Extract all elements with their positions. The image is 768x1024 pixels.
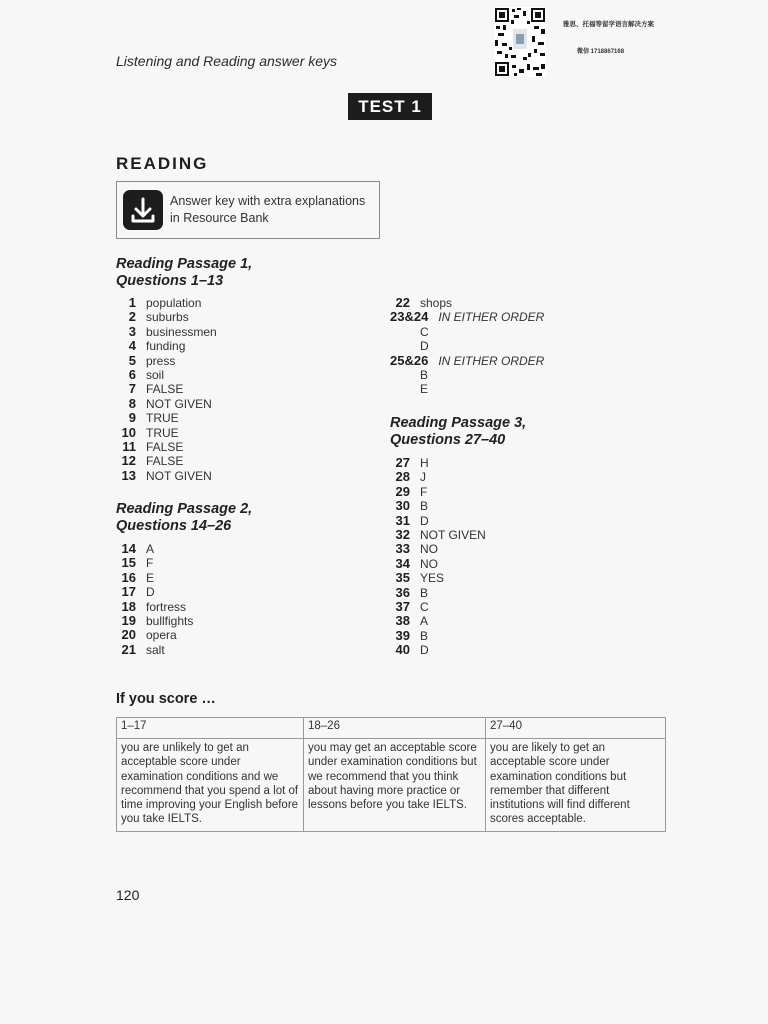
- list-item: [116, 469, 212, 483]
- question-number: 36: [395, 584, 410, 600]
- question-number: 9: [128, 410, 136, 426]
- answer-value: D: [146, 585, 155, 600]
- list-item: [390, 542, 438, 556]
- list-item: [390, 470, 426, 484]
- answer-value: population: [146, 296, 202, 310]
- score-heading: If you score …: [116, 691, 216, 707]
- list-item: [390, 629, 428, 643]
- score-table: [116, 717, 666, 832]
- resource-bank-box: [116, 181, 380, 239]
- table-row: [117, 739, 666, 832]
- list-item: [116, 397, 212, 411]
- answer-value: A: [420, 614, 429, 629]
- question-number: 2: [128, 309, 136, 325]
- list-item: [390, 643, 429, 657]
- answer-value: businessmen: [146, 324, 217, 339]
- question-number: 33: [395, 541, 410, 557]
- list-item: [390, 456, 429, 470]
- section-title: READING: [116, 154, 209, 173]
- question-number: 4: [128, 338, 136, 354]
- question-number: 7: [128, 381, 136, 397]
- column-header: 27–40: [486, 718, 666, 739]
- question-number: 5: [128, 352, 136, 368]
- list-item: [116, 382, 183, 396]
- answer-value: A: [146, 542, 155, 556]
- question-number: 35: [395, 570, 410, 586]
- question-number: 37: [395, 599, 410, 614]
- question-number: 12: [121, 453, 136, 469]
- list-item: [390, 528, 486, 542]
- question-number: 23&24: [390, 309, 429, 325]
- question-number: 25&26: [390, 352, 429, 368]
- list-item: [390, 557, 438, 571]
- question-number: 30: [395, 498, 410, 514]
- question-number: 18: [121, 598, 136, 614]
- running-title: Listening and Reading answer keys: [116, 53, 338, 69]
- answer-value: TRUE: [146, 425, 179, 440]
- question-number: 15: [121, 555, 136, 571]
- answer-value: YES: [420, 571, 445, 586]
- question-number: 34: [395, 555, 410, 571]
- question-number: 17: [121, 584, 136, 600]
- answer-value: D: [420, 643, 429, 658]
- answer-value: NO: [420, 542, 438, 557]
- question-number: 29: [395, 483, 410, 499]
- answer-value: NOT GIVEN: [146, 396, 212, 411]
- question-number: 19: [121, 613, 136, 628]
- list-item: [390, 296, 452, 310]
- table-cell: you may get an acceptable score under examination conditions but we recommend that you think about having more practice or lessons before you take IELTS.: [304, 739, 486, 832]
- list-item: [116, 339, 185, 353]
- passage3-questions: Questions 27–40: [390, 432, 506, 448]
- answer-value: D: [420, 339, 429, 354]
- list-item: [116, 542, 154, 556]
- passage1-heading: [116, 256, 252, 290]
- answer-value: opera: [146, 628, 177, 643]
- answer-value: funding: [146, 339, 186, 354]
- list-item: [116, 600, 186, 614]
- list-item: [116, 628, 177, 642]
- question-number: 16: [121, 569, 136, 585]
- page-number: 120: [116, 887, 140, 903]
- answer-value: press: [146, 353, 176, 368]
- list-item: [116, 643, 165, 657]
- question-number: 28: [395, 469, 410, 485]
- answer-value: C: [420, 600, 429, 614]
- order-note: IN EITHER ORDER: [438, 310, 545, 325]
- table-cell: you are unlikely to get an acceptable score under examination conditions and we recommend that you spend a lot of time improving your English before you take IELTS.: [117, 739, 304, 832]
- list-item: [390, 586, 428, 600]
- list-item: [116, 614, 193, 628]
- list-item: [116, 426, 179, 440]
- list-item: [390, 571, 444, 585]
- passage3-heading: [390, 415, 526, 449]
- table-header-row: [117, 718, 666, 739]
- answer-value: F: [146, 556, 154, 571]
- question-number: 31: [395, 512, 410, 528]
- list-item: [116, 440, 183, 454]
- qr-caption-service: 雅思、托福等留学语言解决方案: [563, 21, 654, 28]
- answer-value: C: [420, 324, 429, 339]
- question-number: 39: [395, 627, 410, 643]
- answer-value: soil: [146, 368, 165, 382]
- answer-value: FALSE: [146, 382, 184, 397]
- answer-value: H: [420, 456, 429, 470]
- passage2-heading: [116, 501, 252, 535]
- answer-value: E: [146, 570, 155, 585]
- answer-value: B: [420, 628, 429, 643]
- list-item: [116, 368, 164, 382]
- table-cell: you are likely to get an acceptable score under examination conditions but remember that different institutions will find different scores acceptable.: [486, 739, 666, 832]
- list-item: [390, 614, 428, 628]
- answer-value: FALSE: [146, 440, 184, 454]
- question-number: 38: [395, 613, 410, 629]
- passage1-questions: Questions 1–13: [116, 273, 224, 289]
- column-header: 18–26: [304, 718, 486, 739]
- answer-value: fortress: [146, 599, 187, 614]
- list-item: [116, 411, 179, 425]
- question-number: 20: [121, 627, 136, 643]
- question-number: 13: [121, 467, 136, 483]
- test-badge: TEST 1: [348, 93, 432, 120]
- list-item: [390, 514, 429, 528]
- list-item: [390, 499, 428, 513]
- list-item: [390, 600, 429, 614]
- answer-value: salt: [146, 642, 165, 657]
- list-item: [390, 310, 544, 324]
- answer-value: B: [420, 368, 429, 382]
- answer-value: NOT GIVEN: [146, 468, 212, 483]
- list-item: [116, 585, 155, 599]
- list-item: [116, 556, 153, 570]
- answer-value: F: [420, 484, 428, 499]
- answer-value: D: [420, 513, 429, 528]
- order-note: IN EITHER ORDER: [438, 353, 545, 368]
- passage2-questions: Questions 14–26: [116, 518, 232, 534]
- list-item: [390, 485, 427, 499]
- qr-code-icon: [494, 7, 546, 77]
- answer-value: B: [420, 585, 429, 600]
- question-number: 32: [395, 527, 410, 542]
- question-number: 3: [128, 323, 136, 339]
- list-item: [116, 325, 217, 339]
- qr-caption-wechat: 微信 1718867168: [577, 49, 625, 55]
- question-number: 8: [128, 395, 136, 411]
- answer-value: NO: [420, 556, 438, 571]
- answer-value: J: [420, 470, 426, 485]
- question-number: 14: [121, 541, 136, 556]
- list-item: [116, 354, 175, 368]
- answer-value: bullfights: [146, 614, 194, 628]
- question-number: 10: [121, 424, 136, 440]
- question-number: 6: [128, 367, 136, 382]
- list-item: [116, 310, 189, 324]
- question-number: 40: [395, 642, 410, 658]
- list-item: [116, 454, 183, 468]
- answer-value: TRUE: [146, 411, 179, 426]
- question-number: 27: [395, 455, 410, 470]
- answer-value: E: [420, 382, 429, 397]
- resource-bank-text: Answer key with extra explanations in Resource Bank: [170, 194, 366, 225]
- list-item: [116, 296, 201, 310]
- answer-value: NOT GIVEN: [420, 528, 486, 542]
- question-number: 22: [395, 295, 410, 310]
- answer-value: shops: [420, 296, 453, 310]
- answer-value: B: [420, 499, 429, 514]
- column-header: 1–17: [117, 718, 304, 739]
- answer-value: FALSE: [146, 454, 184, 469]
- passage3-title: Reading Passage 3,: [390, 415, 527, 431]
- question-number: 1: [128, 295, 136, 310]
- answer-value: suburbs: [146, 310, 189, 325]
- question-number: 11: [122, 439, 136, 454]
- question-number: 21: [121, 641, 136, 657]
- list-item: [116, 571, 154, 585]
- download-icon: [123, 190, 163, 230]
- passage1-title: Reading Passage 1,: [116, 256, 253, 272]
- list-item: [390, 354, 544, 368]
- passage2-title: Reading Passage 2,: [116, 501, 253, 517]
